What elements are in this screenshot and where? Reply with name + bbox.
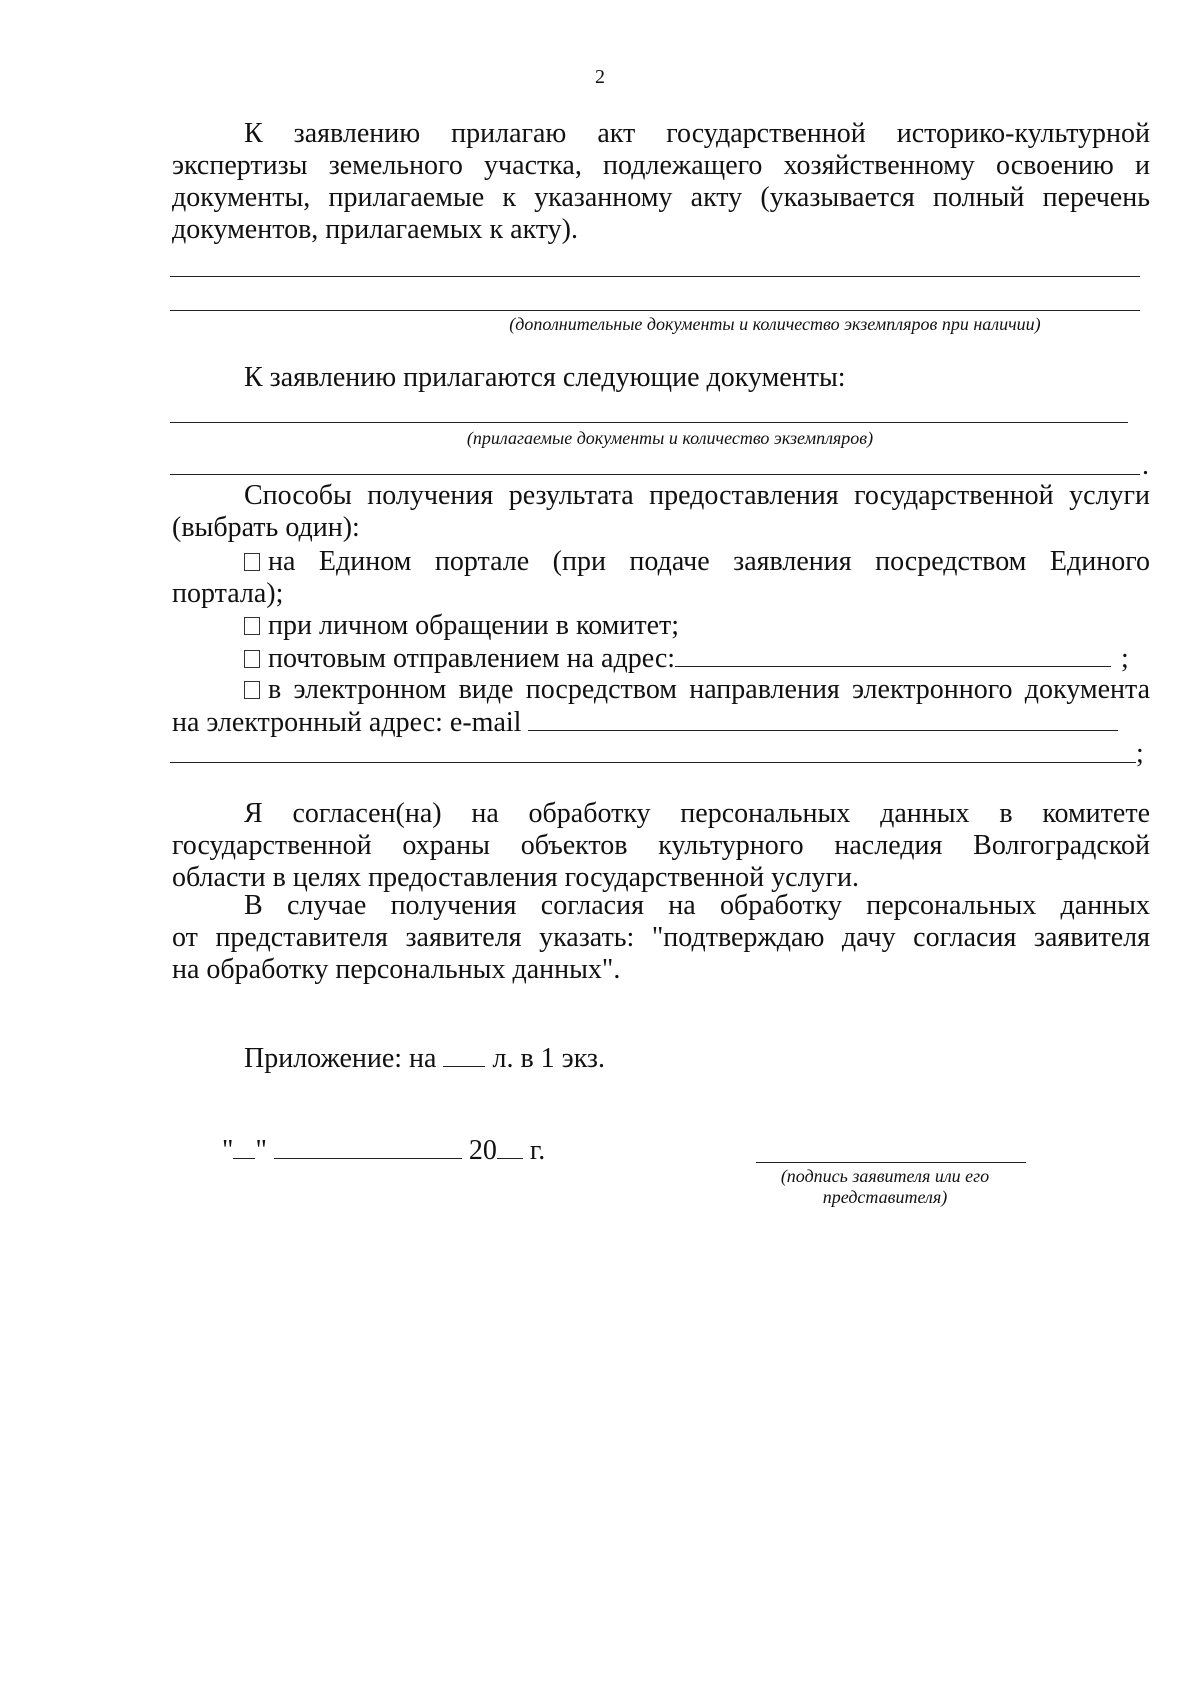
option-email-line	[172, 674, 1150, 706]
methods-intro-line: Способы получения результата предоставления государственной услуги	[244, 480, 1150, 511]
attachment-paragraph	[172, 118, 1150, 246]
appendix-prefix: Приложение: на	[244, 1043, 437, 1074]
checkbox-portal[interactable]	[244, 553, 260, 571]
additional-docs-caption: (дополнительные документы и количество экземпляров при наличии)	[509, 314, 1041, 334]
email-field[interactable]	[528, 706, 1118, 731]
date-quote-close: "	[255, 1135, 267, 1166]
date-line	[222, 1134, 545, 1167]
signature-caption-line: представителя)	[822, 1187, 948, 1207]
appendix-suffix: л. в 1 экз.	[492, 1043, 605, 1074]
rep-consent-line: на обработку персональных данных".	[172, 954, 621, 985]
rep-consent-line: В случае получения согласия на обработку персональных данных	[244, 890, 1150, 921]
option-post-text: почтовым отправлением на адрес:	[268, 643, 676, 674]
period-mark: .	[1142, 450, 1149, 481]
representative-consent-paragraph	[172, 890, 1150, 986]
postal-address-field[interactable]	[675, 642, 1111, 667]
method-option-email	[172, 674, 1150, 739]
attached-docs-line-2[interactable]	[170, 474, 1140, 475]
signature-line[interactable]	[756, 1162, 1026, 1163]
attached-docs-caption: (прилагаемые документы и количество экземпляров)	[466, 428, 874, 448]
methods-intro	[172, 480, 1150, 544]
methods-intro-line: (выбрать один):	[172, 512, 360, 543]
consent-line: Я согласен(на) на обработку персональных данных в комитете	[244, 798, 1150, 829]
additional-docs-line-1[interactable]	[170, 276, 1140, 277]
checkbox-personal[interactable]	[244, 617, 260, 635]
method-option-personal	[244, 610, 679, 642]
option-email-line-2	[172, 706, 1150, 739]
appendix-sheets-field[interactable]	[443, 1042, 485, 1067]
year-suffix: г.	[529, 1135, 546, 1166]
attachment-line: К заявлению прилагаю акт государственной историко-культурной	[244, 118, 1150, 149]
checkbox-post[interactable]	[244, 650, 260, 668]
page-number: 2	[595, 66, 605, 88]
attached-docs-heading: К заявлению прилагаются следующие документы:	[244, 362, 846, 393]
year-field[interactable]	[497, 1134, 523, 1159]
year-prefix: 20	[468, 1135, 497, 1166]
consent-line: области в целях предоставления государственной услуги.	[172, 862, 860, 893]
option-email-end: ;	[1136, 738, 1144, 769]
attachment-line: экспертизы земельного участка, подлежащего хозяйственному освоению и	[172, 150, 1150, 181]
consent-paragraph	[172, 798, 1150, 894]
method-option-post	[244, 642, 1129, 675]
attachment-line: документов, прилагаемых к акту).	[172, 214, 578, 245]
option-personal-text: при личном обращении в комитет;	[268, 610, 680, 641]
additional-docs-line-2[interactable]	[170, 310, 1140, 311]
signature-caption	[740, 1166, 1030, 1208]
option-portal-line-2: портала);	[172, 578, 284, 609]
date-quote-open: "	[222, 1135, 234, 1166]
day-field[interactable]	[233, 1134, 255, 1159]
consent-line: государственной охраны объектов культурного наследия Волгоградской	[172, 830, 1150, 861]
signature-caption-line: (подпись заявителя или его	[780, 1166, 990, 1186]
email-continuation-line[interactable]	[170, 762, 1136, 763]
option-portal-line	[172, 546, 1150, 578]
method-option-portal	[172, 546, 1150, 610]
option-post-end: ;	[1121, 643, 1129, 674]
month-field[interactable]	[274, 1134, 462, 1159]
appendix-line	[244, 1042, 605, 1075]
option-email-label: на электронный адрес: e-mail	[172, 707, 522, 738]
option-email-text: в электронном виде посредством направления электронного документа	[268, 674, 1150, 705]
attached-docs-line-1[interactable]	[170, 422, 1128, 423]
option-portal-text: на Едином портале (при подаче заявления посредством Единого	[268, 546, 1150, 577]
rep-consent-line: от представителя заявителя указать: "подтверждаю дачу согласия заявителя	[172, 922, 1150, 953]
checkbox-email[interactable]	[244, 681, 260, 699]
attachment-line: документы, прилагаемые к указанному акту (указывается полный перечень	[172, 182, 1150, 213]
